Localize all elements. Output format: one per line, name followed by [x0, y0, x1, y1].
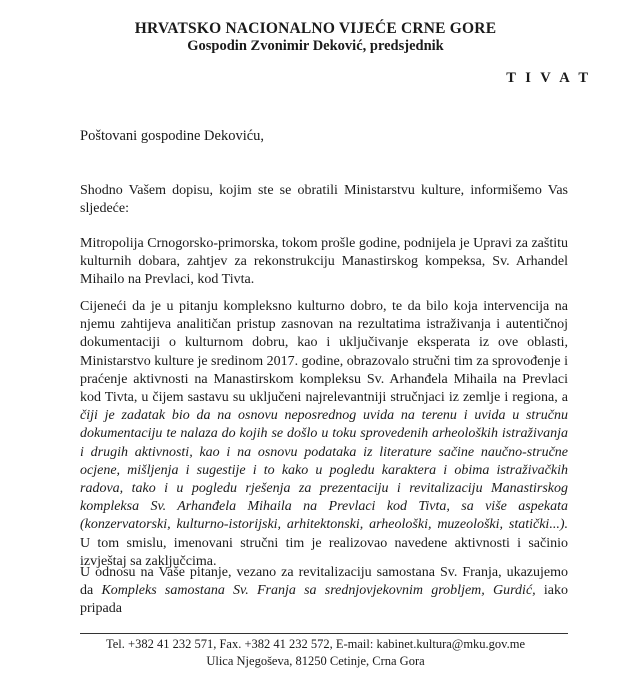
header-organization: HRVATSKO NACIONALNO VIJEĆE CRNE GORE [134, 20, 497, 37]
paragraph-1: Shodno Vašem dopisu, kojim ste se obratili Ministarstvu kulture, informišemo Vas sljedeće: [80, 183, 568, 217]
paragraph-4-italic: Kompleks samostana Sv. Franja sa srednjovjekovnim grobljem, Gurdić, [101, 583, 536, 599]
footer-contact: Tel. +382 41 232 571, Fax. +382 41 232 572, E-mail: kabinet.kultura@mku.gov.me [105, 637, 525, 651]
footer-address: Ulica Njegoševa, 81250 Cetinje, Crna Gora [206, 654, 425, 668]
paragraph-2: Mitropolija Crnogorsko-primorska, tokom prošle godine, podnijela je Upravi za zaštitu kulturnih dobara, zahtjev za rekonstrukciju Manastirskog kompeksa, Sv. Arhandel Mihailo na Prevlaci, kod Tivta. [80, 236, 568, 288]
paragraph-3-text-a: Cijeneći da je u pitanju kompleksno kulturno dobro, te da bilo koja intervencija na njemu zahtijeva analitičan pristup zasnovan na rezultatima istraživanja i autentičnoj dokumentaciji o kulturnom dobru, kao i uključivanje eksperata iz ove oblasti, Ministarstvo kulture je sredinom 2017. godine, obrazovalo stručni tim za sprovođenje i praćenje aktivnosti na Manastirskom kompleksu Sv. Arhanđela Mihaila na Prevlaci kod Tivta, u čijem sastavu su uključeni najrelevantniji stručnjaci iz zemlje i regiona, a [80, 299, 568, 406]
paragraph-3-italic: čiji je zadatak bio da na osnovu neposrednog uvida na terenu i uvida u stručnu dokumentaciju te nalaza do kojih se došlo u toku sprovedenih arheoloških istraživanja i drugih aktivnosti, kao i na osnovu podataka iz literature sačine naučno-stručne ocjene, mišljenja i sugestije i to kako u pogledu karaktera i obima istraživačkih radova, tako i u pogledu rješenja za prezentaciju i revitalizaciju Manastirskog kompleksa Sv. Arhanđela Mihaila na Prevlaci kod Tivta, sa više aspekata (konzervatorski, kulturno-istorijski, arhitektonski, arheološki, muzeološki, statički...). [80, 408, 568, 533]
paragraph-4-text-a: U odnosu na Vaše pitanje, vezano za revitalizaciju samostana Sv. Franja, ukazujemo da [80, 565, 568, 599]
paragraph-4 [80, 564, 568, 619]
paragraph-3 [80, 298, 568, 571]
header-recipient: Gospodin Zvonimir Deković, predsjednik [187, 38, 444, 54]
paragraph-3-text-c: U tom smislu, imenovani stručni tim je realizovao navedene aktivnosti i sačinio izvještaj sa zaključcima. [80, 535, 568, 569]
salutation: Poštovani gospodine Dekoviću, [80, 128, 265, 144]
paragraph-4-text-c: iako pripada [80, 583, 569, 617]
location-line: T I V A T [506, 70, 591, 86]
footer-divider [80, 633, 568, 634]
